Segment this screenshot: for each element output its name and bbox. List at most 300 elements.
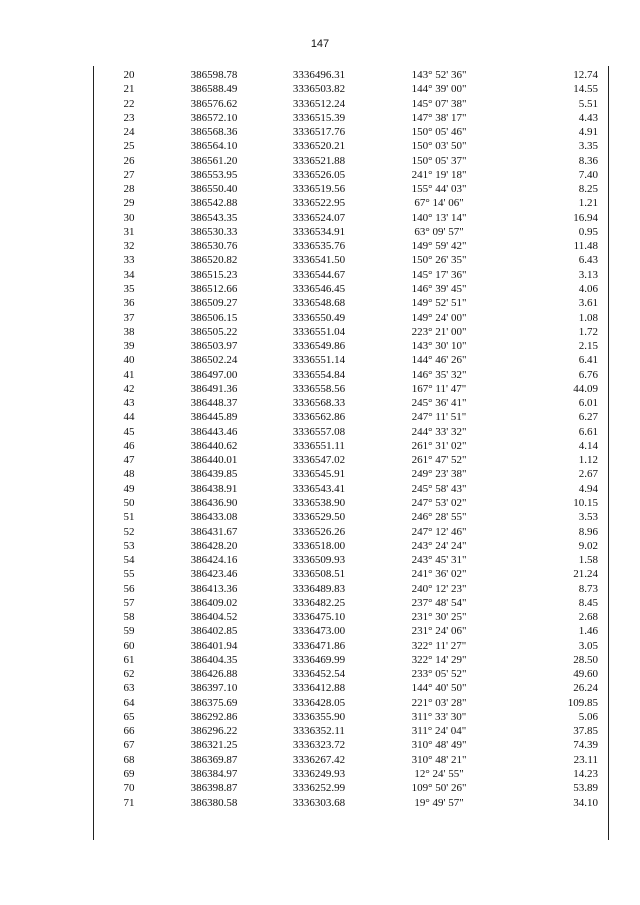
bearing-cell: 145° 17' 36" — [411, 268, 467, 281]
table-row — [94, 368, 608, 382]
y-coordinate-cell: 3336515.39 — [292, 111, 346, 124]
table-row — [94, 724, 608, 738]
table-row — [94, 425, 608, 439]
table-row — [94, 325, 608, 339]
x-coordinate-cell: 386296.22 — [190, 725, 238, 738]
y-coordinate-cell: 3336545.91 — [292, 468, 346, 481]
table-row — [94, 767, 608, 781]
y-coordinate-cell: 3336452.54 — [292, 668, 346, 681]
point-number-cell: 24 — [123, 126, 135, 139]
bearing-cell: 237° 48' 54" — [411, 596, 467, 609]
x-coordinate-cell: 386424.16 — [190, 554, 238, 567]
bearing-cell: 231° 24' 06" — [411, 625, 467, 638]
bearing-cell: 247° 11' 51" — [411, 411, 467, 424]
bearing-cell: 240° 12' 23" — [411, 582, 467, 595]
bearing-cell: 149° 59' 42" — [411, 240, 467, 253]
table-row — [94, 567, 608, 581]
point-number-cell: 41 — [123, 368, 135, 381]
point-number-cell: 23 — [123, 111, 135, 124]
distance-cell: 6.27 — [578, 411, 598, 424]
distance-cell: 3.53 — [578, 511, 598, 524]
bearing-cell: 67° 14' 06" — [414, 197, 464, 210]
distance-cell: 8.36 — [578, 154, 598, 167]
table-row — [94, 97, 608, 111]
x-coordinate-cell: 386576.62 — [190, 97, 238, 110]
x-coordinate-cell: 386564.10 — [190, 140, 238, 153]
x-coordinate-cell: 386402.85 — [190, 625, 238, 638]
distance-cell: 23.11 — [573, 753, 598, 766]
distance-cell: 3.13 — [578, 268, 598, 281]
x-coordinate-cell: 386445.89 — [190, 411, 238, 424]
distance-cell: 2.15 — [578, 340, 598, 353]
x-coordinate-cell: 386505.22 — [190, 325, 238, 338]
x-coordinate-cell: 386369.87 — [190, 753, 238, 766]
distance-cell: 5.06 — [578, 710, 598, 723]
y-coordinate-cell: 3336252.99 — [292, 782, 346, 795]
distance-cell: 14.55 — [573, 83, 598, 96]
x-coordinate-cell: 386497.00 — [190, 368, 238, 381]
coordinate-table-frame — [93, 66, 609, 840]
coordinate-table — [94, 68, 608, 810]
bearing-cell: 150° 03' 50" — [411, 140, 467, 153]
table-row — [94, 239, 608, 253]
distance-cell: 6.61 — [578, 425, 598, 438]
y-coordinate-cell: 3336524.07 — [292, 211, 346, 224]
y-coordinate-cell: 3336558.56 — [292, 382, 346, 395]
point-number-cell: 29 — [123, 197, 135, 210]
point-number-cell: 47 — [123, 454, 135, 467]
bearing-cell: 109° 50' 26" — [411, 782, 467, 795]
bearing-cell: 146° 35' 32" — [411, 368, 467, 381]
distance-cell: 49.60 — [573, 668, 598, 681]
distance-cell: 1.46 — [578, 625, 598, 638]
table-row — [94, 596, 608, 610]
x-coordinate-cell: 386375.69 — [190, 696, 238, 709]
point-number-cell: 28 — [123, 183, 135, 196]
table-row — [94, 296, 608, 310]
y-coordinate-cell: 3336547.02 — [292, 454, 346, 467]
table-row — [94, 582, 608, 596]
distance-cell: 8.25 — [578, 183, 598, 196]
x-coordinate-cell: 386530.33 — [190, 225, 238, 238]
table-row — [94, 781, 608, 795]
table-row — [94, 154, 608, 168]
distance-cell: 109.85 — [567, 696, 598, 709]
point-number-cell: 60 — [123, 639, 135, 652]
y-coordinate-cell: 3336471.86 — [292, 639, 346, 652]
x-coordinate-cell: 386413.36 — [190, 582, 238, 595]
y-coordinate-cell: 3336543.41 — [292, 482, 346, 495]
x-coordinate-cell: 386503.97 — [190, 340, 238, 353]
y-coordinate-cell: 3336529.50 — [292, 511, 346, 524]
table-row — [94, 467, 608, 481]
y-coordinate-cell: 3336562.86 — [292, 411, 346, 424]
point-number-cell: 51 — [123, 511, 135, 524]
point-number-cell: 64 — [123, 696, 135, 709]
point-number-cell: 44 — [123, 411, 135, 424]
bearing-cell: 140° 13' 14" — [411, 211, 467, 224]
x-coordinate-cell: 386409.02 — [190, 596, 238, 609]
distance-cell: 28.50 — [573, 653, 598, 666]
bearing-cell: 146° 39' 45" — [411, 282, 467, 295]
y-coordinate-cell: 3336267.42 — [292, 753, 346, 766]
bearing-cell: 223° 21' 00" — [411, 325, 467, 338]
table-row — [94, 311, 608, 325]
y-coordinate-cell: 3336512.24 — [292, 97, 346, 110]
bearing-cell: 150° 26' 35" — [411, 254, 467, 267]
bearing-cell: 246° 28' 55" — [411, 511, 467, 524]
point-number-cell: 27 — [123, 168, 135, 181]
x-coordinate-cell: 386598.78 — [190, 69, 238, 81]
y-coordinate-cell: 3336526.05 — [292, 168, 346, 181]
bearing-cell: 147° 38' 17" — [411, 111, 467, 124]
x-coordinate-cell: 386543.35 — [190, 211, 238, 224]
table-row — [94, 738, 608, 752]
distance-cell: 34.10 — [573, 796, 598, 809]
x-coordinate-cell: 386433.08 — [190, 511, 238, 524]
y-coordinate-cell: 3336550.49 — [292, 311, 346, 324]
point-number-cell: 38 — [123, 325, 135, 338]
distance-cell: 4.06 — [578, 282, 598, 295]
y-coordinate-cell: 3336482.25 — [292, 596, 346, 609]
x-coordinate-cell: 386404.35 — [190, 653, 238, 666]
x-coordinate-cell: 386568.36 — [190, 126, 238, 139]
x-coordinate-cell: 386448.37 — [190, 397, 238, 410]
distance-cell: 21.24 — [573, 568, 598, 581]
x-coordinate-cell: 386509.27 — [190, 297, 238, 310]
point-number-cell: 39 — [123, 340, 135, 353]
y-coordinate-cell: 3336355.90 — [292, 710, 346, 723]
point-number-cell: 65 — [123, 710, 135, 723]
y-coordinate-cell: 3336520.21 — [292, 140, 346, 153]
table-row — [94, 168, 608, 182]
point-number-cell: 43 — [123, 397, 135, 410]
y-coordinate-cell: 3336522.95 — [292, 197, 346, 210]
x-coordinate-cell: 386321.25 — [190, 739, 238, 752]
point-number-cell: 31 — [123, 225, 135, 238]
y-coordinate-cell: 3336526.26 — [292, 525, 346, 538]
distance-cell: 3.05 — [578, 639, 598, 652]
table-row — [94, 696, 608, 710]
y-coordinate-cell: 3336521.88 — [292, 154, 346, 167]
distance-cell: 16.94 — [573, 211, 598, 224]
y-coordinate-cell: 3336551.04 — [292, 325, 346, 338]
point-number-cell: 37 — [123, 311, 135, 324]
bearing-cell: 310° 48' 21" — [411, 753, 467, 766]
x-coordinate-cell: 386502.24 — [190, 354, 238, 367]
x-coordinate-cell: 386440.62 — [190, 439, 238, 452]
x-coordinate-cell: 386512.66 — [190, 282, 238, 295]
table-row — [94, 225, 608, 239]
x-coordinate-cell: 386542.88 — [190, 197, 238, 210]
y-coordinate-cell: 3336538.90 — [292, 496, 346, 509]
distance-cell: 53.89 — [573, 782, 598, 795]
point-number-cell: 26 — [123, 154, 135, 167]
bearing-cell: 241° 36' 02" — [411, 568, 467, 581]
bearing-cell: 247° 53' 02" — [411, 496, 467, 509]
distance-cell: 12.74 — [573, 69, 598, 81]
bearing-cell: 12° 24' 55" — [414, 768, 464, 781]
table-row — [94, 681, 608, 695]
x-coordinate-cell: 386401.94 — [190, 639, 238, 652]
bearing-cell: 221° 03' 28" — [411, 696, 467, 709]
bearing-cell: 144° 46' 26" — [411, 354, 467, 367]
bearing-cell: 310° 48' 49" — [411, 739, 467, 752]
point-number-cell: 61 — [123, 653, 135, 666]
table-row — [94, 125, 608, 139]
table-row — [94, 753, 608, 767]
point-number-cell: 50 — [123, 496, 135, 509]
table-row — [94, 653, 608, 667]
point-number-cell: 57 — [123, 596, 135, 609]
y-coordinate-cell: 3336534.91 — [292, 225, 346, 238]
y-coordinate-cell: 3336509.93 — [292, 554, 346, 567]
bearing-cell: 231° 30' 25" — [411, 611, 467, 624]
table-row — [94, 496, 608, 510]
bearing-cell: 244° 33' 32" — [411, 425, 467, 438]
y-coordinate-cell: 3336473.00 — [292, 625, 346, 638]
point-number-cell: 49 — [123, 482, 135, 495]
point-number-cell: 52 — [123, 525, 135, 538]
distance-cell: 3.35 — [578, 140, 598, 153]
bearing-cell: 155° 44' 03" — [411, 183, 467, 196]
bearing-cell: 167° 11' 47" — [411, 382, 467, 395]
table-row — [94, 196, 608, 210]
x-coordinate-cell: 386439.85 — [190, 468, 238, 481]
y-coordinate-cell: 3336323.72 — [292, 739, 346, 752]
table-row — [94, 639, 608, 653]
distance-cell: 8.96 — [578, 525, 598, 538]
x-coordinate-cell: 386561.20 — [190, 154, 238, 167]
point-number-cell: 35 — [123, 282, 135, 295]
distance-cell: 0.95 — [578, 225, 598, 238]
bearing-cell: 261° 47' 52" — [411, 454, 467, 467]
x-coordinate-cell: 386384.97 — [190, 768, 238, 781]
table-row — [94, 139, 608, 153]
bearing-cell: 143° 30' 10" — [411, 340, 467, 353]
y-coordinate-cell: 3336469.99 — [292, 653, 346, 666]
bearing-cell: 311° 24' 04" — [411, 725, 467, 738]
x-coordinate-cell: 386588.49 — [190, 83, 238, 96]
distance-cell: 74.39 — [573, 739, 598, 752]
table-row — [94, 396, 608, 410]
distance-cell: 1.72 — [578, 325, 598, 338]
bearing-cell: 144° 40' 50" — [411, 682, 467, 695]
point-number-cell: 36 — [123, 297, 135, 310]
distance-cell: 26.24 — [573, 682, 598, 695]
bearing-cell: 311° 33' 30" — [411, 710, 467, 723]
distance-cell: 37.85 — [573, 725, 598, 738]
table-row — [94, 82, 608, 96]
point-number-cell: 66 — [123, 725, 135, 738]
distance-cell: 5.51 — [578, 97, 598, 110]
y-coordinate-cell: 3336544.67 — [292, 268, 346, 281]
bearing-cell: 233° 05' 52" — [411, 668, 467, 681]
table-row — [94, 111, 608, 125]
table-row — [94, 539, 608, 553]
point-number-cell: 55 — [123, 568, 135, 581]
table-row — [94, 482, 608, 496]
distance-cell: 6.76 — [578, 368, 598, 381]
point-number-cell: 46 — [123, 439, 135, 452]
table-row — [94, 525, 608, 539]
point-number-cell: 63 — [123, 682, 135, 695]
point-number-cell: 21 — [123, 83, 135, 96]
point-number-cell: 67 — [123, 739, 135, 752]
distance-cell: 9.02 — [578, 539, 598, 552]
distance-cell: 8.73 — [578, 582, 598, 595]
point-number-cell: 33 — [123, 254, 135, 267]
y-coordinate-cell: 3336551.11 — [293, 439, 345, 452]
table-row — [94, 339, 608, 353]
bearing-cell: 241° 19' 18" — [411, 168, 467, 181]
distance-cell: 14.23 — [573, 768, 598, 781]
table-row — [94, 796, 608, 810]
y-coordinate-cell: 3336489.83 — [292, 582, 346, 595]
x-coordinate-cell: 386397.10 — [190, 682, 238, 695]
y-coordinate-cell: 3336517.76 — [292, 126, 346, 139]
distance-cell: 4.14 — [578, 439, 598, 452]
point-number-cell: 42 — [123, 382, 135, 395]
bearing-cell: 145° 07' 38" — [411, 97, 467, 110]
y-coordinate-cell: 3336503.82 — [292, 83, 346, 96]
y-coordinate-cell: 3336557.08 — [292, 425, 346, 438]
distance-cell: 7.40 — [578, 168, 598, 181]
point-number-cell: 71 — [123, 796, 135, 809]
x-coordinate-cell: 386572.10 — [190, 111, 238, 124]
point-number-cell: 69 — [123, 768, 135, 781]
x-coordinate-cell: 386515.23 — [190, 268, 238, 281]
x-coordinate-cell: 386550.40 — [190, 183, 238, 196]
x-coordinate-cell: 386426.88 — [190, 668, 238, 681]
x-coordinate-cell: 386520.82 — [190, 254, 238, 267]
x-coordinate-cell: 386530.76 — [190, 240, 238, 253]
y-coordinate-cell: 3336519.56 — [292, 183, 346, 196]
table-row — [94, 182, 608, 196]
distance-cell: 44.09 — [573, 382, 598, 395]
table-row — [94, 382, 608, 396]
page-number: 147 — [310, 38, 330, 50]
distance-cell: 6.41 — [578, 354, 598, 367]
point-number-cell: 22 — [123, 97, 135, 110]
distance-cell: 1.12 — [578, 454, 598, 467]
bearing-cell: 144° 39' 00" — [411, 83, 467, 96]
bearing-cell: 149° 52' 51" — [411, 297, 467, 310]
distance-cell: 6.43 — [578, 254, 598, 267]
distance-cell: 1.58 — [578, 554, 598, 567]
x-coordinate-cell: 386436.90 — [190, 496, 238, 509]
y-coordinate-cell: 3336541.50 — [292, 254, 346, 267]
y-coordinate-cell: 3336475.10 — [292, 611, 346, 624]
bearing-cell: 249° 23' 38" — [411, 468, 467, 481]
bearing-cell: 261° 31' 02" — [411, 439, 467, 452]
x-coordinate-cell: 386431.67 — [190, 525, 238, 538]
x-coordinate-cell: 386506.15 — [190, 311, 238, 324]
distance-cell: 11.48 — [573, 240, 598, 253]
y-coordinate-cell: 3336554.84 — [292, 368, 346, 381]
point-number-cell: 56 — [123, 582, 135, 595]
distance-cell: 6.01 — [578, 397, 598, 410]
bearing-cell: 143° 52' 36" — [411, 69, 467, 81]
point-number-cell: 62 — [123, 668, 135, 681]
table-row — [94, 253, 608, 267]
bearing-cell: 243° 45' 31" — [411, 554, 467, 567]
table-row — [94, 68, 608, 82]
point-number-cell: 45 — [123, 425, 135, 438]
y-coordinate-cell: 3336568.33 — [292, 397, 346, 410]
point-number-cell: 30 — [123, 211, 135, 224]
point-number-cell: 53 — [123, 539, 135, 552]
distance-cell: 4.94 — [578, 482, 598, 495]
distance-cell: 1.08 — [578, 311, 598, 324]
x-coordinate-cell: 386438.91 — [190, 482, 238, 495]
x-coordinate-cell: 386423.46 — [190, 568, 238, 581]
distance-cell: 2.68 — [578, 611, 598, 624]
table-row — [94, 211, 608, 225]
point-number-cell: 54 — [123, 554, 135, 567]
table-row — [94, 710, 608, 724]
x-coordinate-cell: 386292.86 — [190, 710, 238, 723]
bearing-cell: 322° 11' 27" — [411, 639, 467, 652]
table-row — [94, 667, 608, 681]
distance-cell: 1.21 — [578, 197, 598, 210]
point-number-cell: 34 — [123, 268, 135, 281]
bearing-cell: 247° 12' 46" — [411, 525, 467, 538]
x-coordinate-cell: 386428.20 — [190, 539, 238, 552]
point-number-cell: 20 — [123, 69, 135, 81]
distance-cell: 10.15 — [573, 496, 598, 509]
bearing-cell: 19° 49' 57" — [414, 796, 464, 809]
bearing-cell: 243° 24' 24" — [411, 539, 467, 552]
y-coordinate-cell: 3336518.00 — [292, 539, 346, 552]
table-row — [94, 268, 608, 282]
point-number-cell: 48 — [123, 468, 135, 481]
table-row — [94, 624, 608, 638]
y-coordinate-cell: 3336551.14 — [292, 354, 346, 367]
bearing-cell: 245° 36' 41" — [411, 397, 467, 410]
y-coordinate-cell: 3336508.51 — [292, 568, 346, 581]
bearing-cell: 245° 58' 43" — [411, 482, 467, 495]
y-coordinate-cell: 3336496.31 — [292, 69, 346, 81]
x-coordinate-cell: 386491.36 — [190, 382, 238, 395]
distance-cell: 2.67 — [578, 468, 598, 481]
point-number-cell: 40 — [123, 354, 135, 367]
bearing-cell: 150° 05' 46" — [411, 126, 467, 139]
y-coordinate-cell: 3336546.45 — [292, 282, 346, 295]
point-number-cell: 70 — [123, 782, 135, 795]
y-coordinate-cell: 3336428.05 — [292, 696, 346, 709]
point-number-cell: 25 — [123, 140, 135, 153]
x-coordinate-cell: 386380.58 — [190, 796, 238, 809]
distance-cell: 8.45 — [578, 596, 598, 609]
point-number-cell: 32 — [123, 240, 135, 253]
y-coordinate-cell: 3336535.76 — [292, 240, 346, 253]
table-row — [94, 410, 608, 424]
table-row — [94, 553, 608, 567]
x-coordinate-cell: 386443.46 — [190, 425, 238, 438]
y-coordinate-cell: 3336548.68 — [292, 297, 346, 310]
y-coordinate-cell: 3336249.93 — [292, 768, 346, 781]
bearing-cell: 322° 14' 29" — [411, 653, 467, 666]
table-row — [94, 282, 608, 296]
table-row — [94, 453, 608, 467]
x-coordinate-cell: 386553.95 — [190, 168, 238, 181]
point-number-cell: 58 — [123, 611, 135, 624]
x-coordinate-cell: 386398.87 — [190, 782, 238, 795]
table-row — [94, 439, 608, 453]
y-coordinate-cell: 3336412.88 — [292, 682, 346, 695]
bearing-cell: 149° 24' 00" — [411, 311, 467, 324]
